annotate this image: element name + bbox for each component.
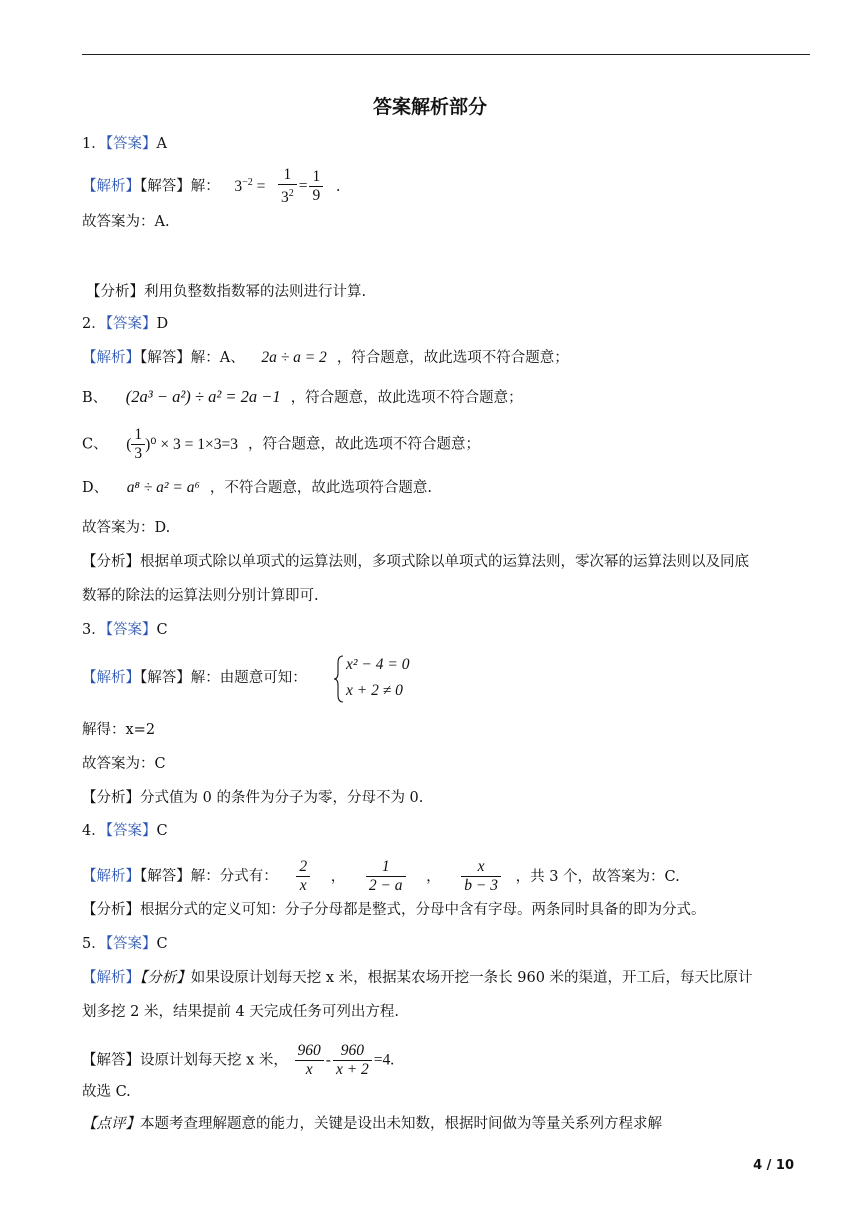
q3-answer-tag: 【答案】 (105, 622, 157, 638)
q1-analysis: 【分析】利用负整数指数幂的法则进行计算. (86, 284, 367, 300)
q2-c-frac-den: 3 (131, 444, 145, 463)
q4-solution-line (82, 858, 680, 895)
q5-analysis-tag: 【分析】 (140, 970, 191, 986)
q5-frac-1 (295, 1042, 324, 1079)
q4-frac-3-num: x (477, 858, 485, 875)
q1-jiexi-tag: 【解析】 (82, 178, 140, 195)
q4-analysis: 【分析】根据分式的定义可知：分子分母都是整式，分母中含有字母。两条同时具备的即为分式。 (82, 902, 706, 918)
q3-jiexi-tag: 【解析】 (82, 670, 140, 686)
q3-system-eq2: x + 2 ≠ 0 (346, 682, 403, 699)
q1-jieda: 【解答】解： (140, 178, 220, 195)
q1-frac-1 (278, 166, 297, 207)
q2-d-post: ，不符合题意，故此选项符合题意. (209, 480, 432, 496)
q3-answer-line (82, 620, 168, 640)
q3-system-brace (334, 655, 344, 703)
q1-answer-line (82, 134, 167, 154)
q2-b-post: ，符合题意，故此选项不符合题意； (290, 390, 523, 406)
q1-base: 3 (234, 177, 243, 195)
header-rule (82, 54, 810, 55)
q4-num: 4． (82, 823, 106, 839)
q4-sep-1: ， (330, 868, 346, 885)
q4-frac-2-num: 1 (381, 858, 390, 875)
q3-num: 3． (82, 622, 106, 638)
q5-conclusion: 故选 C. (82, 1084, 131, 1100)
q5-frac-2 (333, 1042, 372, 1079)
q2-c-open-paren: ( (126, 435, 132, 453)
q2-answer-line (82, 314, 168, 334)
q5-answer-tag: 【答案】 (105, 936, 157, 952)
q2-answer: D (156, 316, 169, 332)
q2-d-pre: D、 (82, 480, 109, 496)
q1-answer: A (156, 136, 167, 152)
q5-frac-2-num: 960 (340, 1042, 364, 1059)
q5-solution-line (82, 1042, 394, 1079)
q2-option-c (82, 426, 480, 463)
q5-comment-text: 本题考查理解题意的能力，关键是设出未知数，根据时间做为等量关系列方程求解 (140, 1116, 662, 1132)
q1-conclusion: 故答案为：A. (82, 214, 170, 230)
q2-option-d (82, 478, 432, 498)
q5-analysis-1 (82, 968, 753, 988)
q1-exp: −2 (242, 176, 253, 188)
q1-num: 1． (82, 136, 106, 152)
q2-option-b (82, 387, 523, 408)
q1-expr (234, 178, 265, 195)
q5-answer-line (82, 934, 168, 954)
q2-c-expr: )⁰ × 3 = 1×3=3 (145, 435, 238, 453)
q5-frac-1-num: 960 (297, 1042, 321, 1059)
q2-d-expr: a⁸ ÷ a² = a⁶ (126, 479, 200, 496)
q1-eq: = (256, 177, 266, 195)
q1-frac-2-num: 1 (312, 168, 321, 186)
q2-c-pre: C、 (82, 436, 108, 453)
q4-sep-2: ， (426, 868, 441, 885)
page-number: 4 / 10 (753, 1158, 794, 1173)
q3-answer: C (156, 622, 168, 638)
q5-answer: C (156, 936, 168, 952)
q2-num: 2． (82, 316, 106, 332)
q2-a-pre: 【解答】解：A、 (140, 350, 245, 366)
q2-b-expr: (2a³ − a²) ÷ a² = 2a −1 (125, 387, 281, 406)
q5-minus: - (325, 1051, 331, 1069)
q3-system (346, 652, 409, 704)
q4-answer-line (82, 821, 168, 841)
q4-post: ，共 3 个，故答案为：C. (515, 868, 680, 885)
q3-conclusion: 故答案为：C (82, 756, 166, 772)
q2-analysis-2: 数幂的除法的运算法则分别计算即可. (82, 588, 319, 604)
q5-analysis-text-1: 如果设原计划每天挖 x 米，根据某农场开挖一条长 960 米的渠道，开工后，每天比原计 (190, 970, 753, 986)
q1-frac-2 (309, 168, 323, 205)
q5-jiexi-tag: 【解析】 (82, 970, 140, 986)
q1-frac-1-den-exp: 2 (288, 188, 294, 199)
q5-jieda: 【解答】设原计划每天挖 x 米， (82, 1052, 288, 1069)
q2-answer-tag: 【答案】 (105, 316, 157, 332)
q2-jiexi-tag: 【解析】 (82, 350, 140, 366)
q5-eq: =4. (373, 1051, 395, 1069)
q2-option-a (82, 348, 569, 368)
q5-comment-tag: 【点评】 (82, 1116, 140, 1132)
q5-num: 5． (82, 936, 106, 952)
q4-frac-2-den: 2 − a (366, 876, 406, 895)
q5-frac-2-den: x + 2 (333, 1060, 372, 1079)
q4-jiexi-tag: 【解析】 (82, 868, 140, 885)
q3-jieda: 【解答】解：由题意可知： (140, 670, 307, 686)
q5-frac-1-den: x (295, 1060, 324, 1079)
q2-b-pre: B、 (82, 390, 108, 406)
q5-analysis-2: 划多挖 2 米，结果提前 4 天完成任务可列出方程. (82, 1004, 399, 1020)
q4-answer-tag: 【答案】 (105, 823, 157, 839)
q4-frac-1 (296, 858, 310, 895)
q2-c-frac (131, 426, 145, 463)
q4-jieda: 【解答】解：分式有： (140, 868, 278, 885)
q3-solution-line (82, 668, 307, 688)
q1-answer-tag: 【答案】 (105, 136, 157, 152)
q4-frac-3-den: b − 3 (461, 876, 501, 895)
q5-comment (82, 1114, 662, 1134)
q4-answer: C (156, 823, 168, 839)
q4-frac-1-den: x (296, 876, 310, 895)
q3-analysis: 【分析】分式值为 0 的条件为分子为零，分母不为 0. (82, 790, 424, 806)
q3-result: 解得：x=2 (82, 722, 156, 738)
q1-frac-1-den (278, 184, 297, 207)
q1-solution-line (82, 166, 340, 207)
q3-system-eq1: x² − 4 = 0 (346, 656, 410, 673)
q4-frac-3 (461, 858, 501, 895)
q2-conclusion: 故答案为：D. (82, 520, 171, 536)
q1-frac-1-num: 1 (283, 166, 292, 183)
q4-frac-2 (366, 858, 406, 895)
q2-c-frac-num: 1 (134, 426, 143, 443)
q2-a-post: ，符合题意，故此选项不符合题意； (336, 350, 569, 366)
q4-frac-1-num: 2 (299, 858, 308, 875)
q1-frac-2-den: 9 (309, 186, 323, 205)
q1-frac-1-den-base: 3 (280, 189, 289, 207)
q2-c-post: ，符合题意，故此选项不符合题意； (247, 436, 480, 453)
q2-a-expr: 2a ÷ a = 2 (261, 349, 327, 366)
q2-analysis-1: 【分析】根据单项式除以单项式的运算法则，多项式除以单项式的运算法则，零次幂的运算法则以及同底 (82, 554, 749, 570)
q1-end: . (335, 178, 341, 195)
q1-eq2: = (298, 177, 308, 195)
page-title: 答案解析部分 (372, 96, 487, 118)
